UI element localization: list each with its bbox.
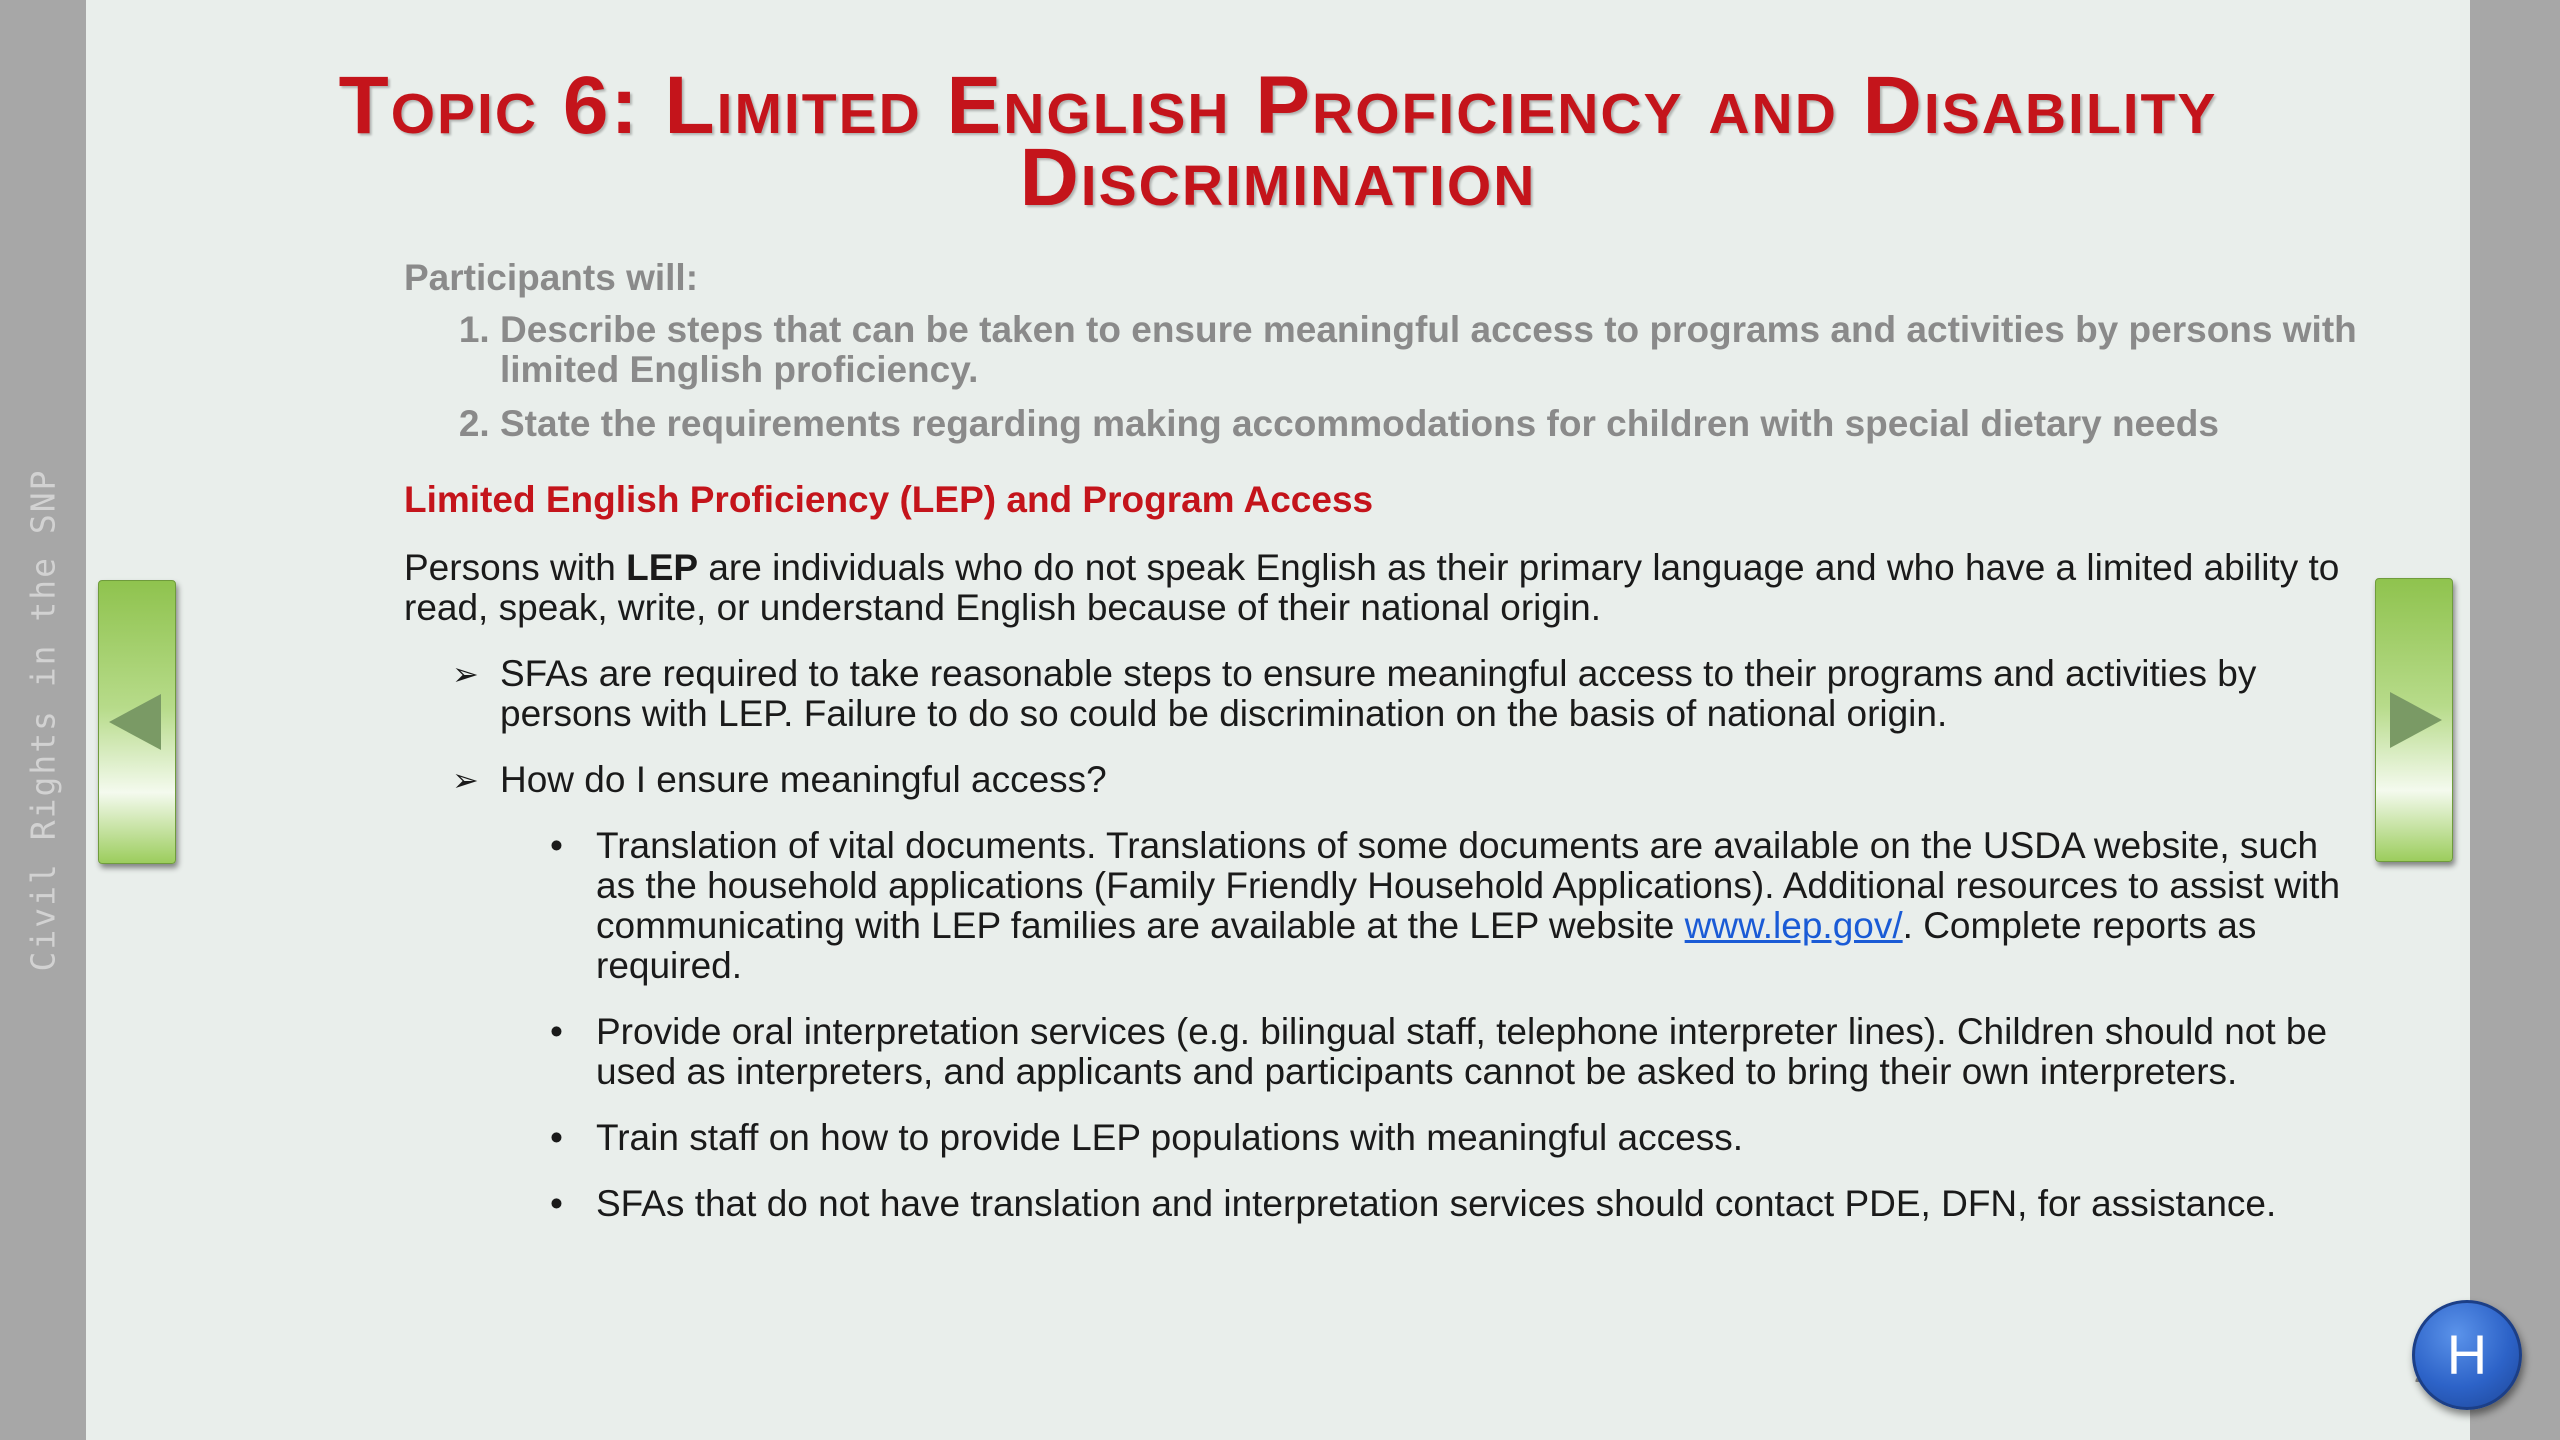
bullet-list-item [404, 1184, 2364, 1224]
bullet-text: Translation of vital documents. Translations of some documents are available on the USDA website, such as the household applications (Family Friendly Household Applications). Additional resources to assist with communicating with LEP families are available at the LEP website [596, 825, 2341, 946]
arrow-item-text: How do I ensure meaningful access? [500, 759, 1107, 800]
bullet-text: Train staff on how to provide LEP populations with meaningful access. [596, 1117, 1743, 1158]
slide-content [404, 258, 2364, 1250]
definition-prefix: Persons with [404, 547, 627, 588]
objectives-list [404, 310, 2364, 444]
bullet-dot-icon: • [550, 825, 563, 866]
objective-item: 1. Describe steps that can be taken to ensure meaningful access to programs and activities by persons with limited English proficiency. [500, 310, 2364, 390]
bullet-text: Provide oral interpretation services (e.g. bilingual staff, telephone interpreter lines). Children should not be used as interpreters, and applicants and participants cannot be asked to bring their own interpreters. [596, 1011, 2328, 1092]
bullet-dot-icon: • [550, 1183, 563, 1224]
slide-title-line-1: Topic 6: Limited English Proficiency and Disability [338, 60, 2218, 151]
right-sidebar [2470, 0, 2560, 1440]
bullet-list-item [404, 826, 2364, 986]
definition-suffix: are individuals who do not speak English as their primary language and who have a limited ability to read, speak, write, or understand English because of their national origin. [404, 547, 2340, 628]
bullet-list-item [404, 1012, 2364, 1092]
left-sidebar [0, 0, 86, 1440]
right-triangle-icon [2390, 692, 2442, 748]
bullet-dot-icon: • [550, 1011, 563, 1052]
arrow-bullet-icon: ➢ [452, 762, 479, 798]
objective-item: 2. State the requirements regarding making accommodations for children with special dietary needs [500, 404, 2364, 444]
previous-slide-button[interactable] [98, 580, 176, 864]
arrow-list-item [404, 654, 2364, 734]
home-button[interactable]: H [2412, 1300, 2522, 1410]
bullet-text: SFAs that do not have translation and interpretation services should contact PDE, DFN, for assistance. [596, 1183, 2277, 1224]
arrow-item-text: SFAs are required to take reasonable steps to ensure meaningful access to their programs and activities by persons with LEP. Failure to do so could be discrimination on the basis of national origin. [500, 653, 2257, 734]
slide-title-line-2: Discrimination [1019, 132, 1537, 223]
section-heading: Limited English Proficiency (LEP) and Program Access [404, 479, 1374, 520]
arrow-bullet-icon: ➢ [452, 656, 479, 692]
next-slide-button[interactable] [2375, 578, 2453, 862]
left-triangle-icon [109, 694, 161, 750]
lep-definition [404, 548, 2364, 628]
objectives [404, 258, 2364, 444]
objectives-intro: Participants will: [404, 257, 699, 298]
definition-term: LEP [626, 547, 699, 588]
left-sidebar-label: Civil Rights in the SNP [23, 468, 63, 972]
bullet-dot-icon: • [550, 1117, 563, 1158]
slide-area [86, 0, 2470, 1440]
arrow-list-item [404, 760, 2364, 800]
bullet-list-item [404, 1118, 2364, 1158]
bullet-text-tail: . Complete reports as required. [596, 905, 2257, 986]
lep-website-link[interactable]: www.lep.gov/ [1684, 905, 1903, 946]
slide-title [86, 60, 2470, 223]
